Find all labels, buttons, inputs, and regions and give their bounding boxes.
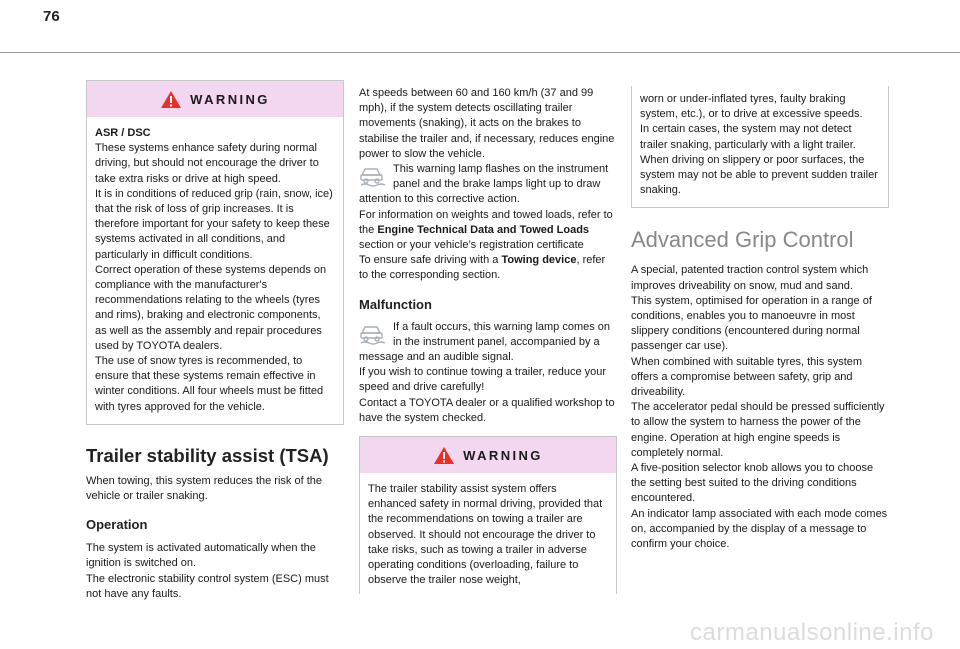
speed-text: At speeds between 60 and 160 km/h (37 and 99 mph), if the system detects oscillating trailer movements (snaking), it acts on the brakes to stabilise the trailer and, if necessary, reduces engine power to slow the vehicle. [359, 87, 615, 160]
warning-header [87, 81, 343, 117]
warning-text: These systems enhance safety during normal driving, but should not encourage the driver to take extra risks or drive at high speed. It is in conditions of reduced grip (rain, snow, ice) that the risk of loss of grip increases. It is therefore important for your safety to keep these systems activated in all conditions, and particularly in difficult conditions. Correct operation of these systems depends on compliance with the manufacturer's recommendations relating to the wheels (tyres and rims), braking and electronic components, as well as the assembly and repair procedures used by TOYOTA dealers. The use of snow tyres is recommended, to ensure that these systems remain effective in winter conditions. All four wheels must be fitted with tyres approved for the vehicle. [95, 142, 333, 413]
lamp-text: This warning lamp flashes on the instrument panel and the brake lamps light up to draw attention to this corrective action. [359, 163, 609, 206]
column-2 [359, 60, 617, 594]
weights-text: For information on weights and towed loads, refer to the Engine Technical Data and Towed Loads section or your vehicle’s registration certificate [359, 208, 613, 252]
footer-watermark: carmanualsonline.info [690, 619, 934, 646]
warning-box-asr-dsc [86, 80, 344, 425]
malfunction-lamp-paragraph [359, 320, 617, 366]
warning-box-continued [631, 86, 889, 208]
column-1 [86, 60, 344, 602]
page-number: 76 [43, 8, 60, 25]
warning-triangle-icon [433, 446, 455, 465]
malfunction-text: If you wish to continue towing a trailer, reduce your speed and drive carefully! Contact a TOYOTA dealer or a qualified workshop to have the system checked. [359, 366, 615, 424]
section-title-tsa: Trailer stability assist (TSA) [86, 444, 329, 466]
trailer-stability-lamp-icon [359, 164, 386, 188]
tsa-intro: When towing, this system reduces the risk of the vehicle or trailer snaking. [86, 474, 322, 503]
warning-header [360, 437, 616, 473]
section-title-agc: Advanced Grip Control [631, 227, 854, 253]
malfunction-lamp-text: If a fault occurs, this warning lamp comes on in the instrument panel, accompanied by a message and an audible signal. [359, 320, 611, 364]
agc-text: A special, patented traction control system which improves driveability on snow, mud and sand. This system, optimised for operation in a range of conditions, enables you to manoeuvre in most slippery conditions (encountered during normal passenger car use). When combined with suitable tyres, this system offers a compromise between safety, grip and driveability. The accelerator pedal should be pressed sufficiently to allow the system to harness the power of the engine. Operation at high engine speeds is completely normal. A five-position selector knob allows you to choose the setting best suited to the driving conditions encountered. An indicator lamp associated with each mode comes on, accompanied by the display of a message to confirm your choice. [631, 264, 888, 551]
warning-title: WARNING [190, 91, 270, 107]
warning-heading: ASR / DSC [95, 127, 151, 139]
warning-box-tsa [359, 436, 617, 594]
warning-continued-text: worn or under-inflated tyres, faulty braking system, etc.), or to drive at excessive speeds. In certain cases, the system may not detect trailer snaking, particularly with a light trailer. When driving on slippery or poor surfaces, the system may not be able to prevent sudden trailer snaking. [640, 93, 878, 197]
subsection-title-operation: Operation [86, 517, 148, 533]
subsection-title-malfunction: Malfunction [359, 296, 432, 312]
warning-text: The trailer stability assist system offers enhanced safety in normal driving, provided that the recommendations on towing a trailer are observed. It should not encourage the driver to take risks, such as towing a trailer in adverse operating conditions (overloading, failure to observe the trailer nose weight, [368, 483, 603, 587]
warning-body [87, 117, 343, 424]
trailer-stability-lamp-icon [359, 322, 386, 346]
warning-triangle-icon [160, 90, 182, 109]
column-3 [631, 60, 889, 552]
towing-text: To ensure safe driving with a Towing device, refer to the corresponding section. [359, 254, 606, 282]
header-rule [0, 52, 960, 53]
lamp-paragraph [359, 162, 617, 208]
operation-text: The system is activated automatically when the ignition is switched on. The electronic stability control system (ESC) must not have any faults. [86, 542, 329, 600]
warning-title: WARNING [463, 447, 543, 463]
warning-body [360, 473, 616, 594]
